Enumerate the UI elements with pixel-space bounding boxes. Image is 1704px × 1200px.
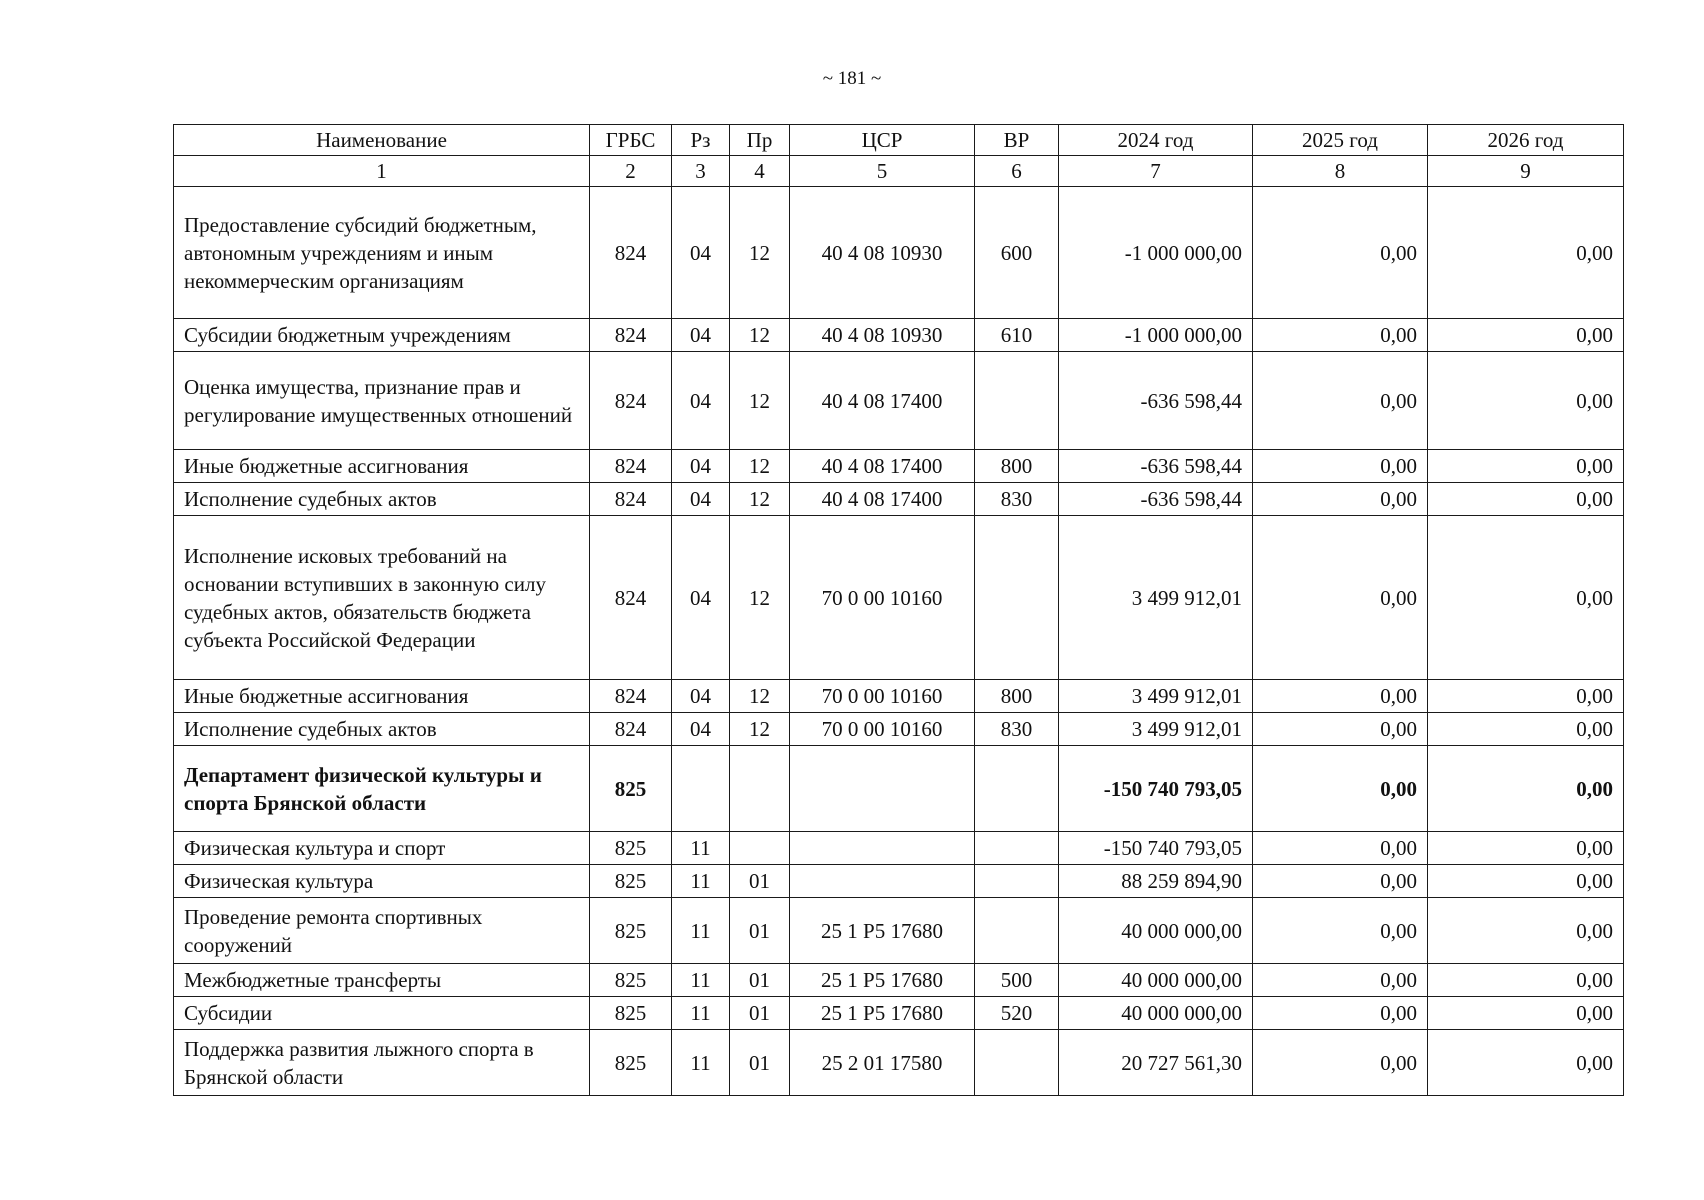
row-vr [975, 352, 1059, 450]
row-2025: 0,00 [1253, 187, 1428, 319]
table-row [174, 680, 1624, 713]
row-2026: 0,00 [1428, 832, 1624, 865]
row-vr: 500 [975, 964, 1059, 997]
row-csr: 25 2 01 17580 [790, 1030, 975, 1096]
row-pr: 01 [730, 865, 790, 898]
row-2025: 0,00 [1253, 450, 1428, 483]
row-pr: 12 [730, 483, 790, 516]
row-2025: 0,00 [1253, 516, 1428, 680]
row-2026: 0,00 [1428, 516, 1624, 680]
row-2026: 0,00 [1428, 865, 1624, 898]
header-pr: Пр [730, 125, 790, 156]
row-grbs: 824 [590, 483, 672, 516]
row-grbs: 825 [590, 997, 672, 1030]
row-grbs: 824 [590, 187, 672, 319]
row-name: Департамент физической культуры и спорта Брянской области [174, 746, 590, 832]
row-rz: 04 [672, 713, 730, 746]
row-pr: 12 [730, 450, 790, 483]
row-vr: 800 [975, 680, 1059, 713]
row-2025: 0,00 [1253, 832, 1428, 865]
row-rz: 11 [672, 1030, 730, 1096]
row-name: Физическая культура [174, 865, 590, 898]
row-vr: 600 [975, 187, 1059, 319]
row-2025: 0,00 [1253, 352, 1428, 450]
row-rz: 04 [672, 319, 730, 352]
row-2024: -1 000 000,00 [1059, 319, 1253, 352]
row-name: Поддержка развития лыжного спорта в Брянской области [174, 1030, 590, 1096]
row-pr: 12 [730, 352, 790, 450]
header-grbs: ГРБС [590, 125, 672, 156]
row-name: Исполнение исковых требований на основании вступивших в законную силу судебных актов, обязательств бюджета субъекта Российской Федерации [174, 516, 590, 680]
row-vr [975, 898, 1059, 964]
row-name: Исполнение судебных актов [174, 713, 590, 746]
row-rz: 11 [672, 898, 730, 964]
row-pr: 01 [730, 898, 790, 964]
row-grbs: 824 [590, 516, 672, 680]
row-vr [975, 865, 1059, 898]
header-2025: 2025 год [1253, 125, 1428, 156]
row-csr [790, 746, 975, 832]
row-pr: 12 [730, 319, 790, 352]
row-name: Предоставление субсидий бюджетным, автономным учреждениям и иным некоммерческим организациям [174, 187, 590, 319]
row-2024: -1 000 000,00 [1059, 187, 1253, 319]
row-vr: 610 [975, 319, 1059, 352]
row-2026: 0,00 [1428, 352, 1624, 450]
table-row-department [174, 746, 1624, 832]
table-row [174, 997, 1624, 1030]
budget-table [173, 124, 1624, 1096]
row-rz: 04 [672, 450, 730, 483]
row-vr [975, 1030, 1059, 1096]
row-csr: 40 4 08 17400 [790, 450, 975, 483]
row-csr: 25 1 Р5 17680 [790, 997, 975, 1030]
row-pr [730, 832, 790, 865]
row-rz: 04 [672, 516, 730, 680]
row-2026: 0,00 [1428, 483, 1624, 516]
row-pr: 12 [730, 516, 790, 680]
row-2026: 0,00 [1428, 997, 1624, 1030]
header-row [174, 125, 1624, 156]
row-2024: 3 499 912,01 [1059, 713, 1253, 746]
header-rz: Рз [672, 125, 730, 156]
header-vr: ВР [975, 125, 1059, 156]
row-2026: 0,00 [1428, 713, 1624, 746]
row-grbs: 824 [590, 680, 672, 713]
row-name: Физическая культура и спорт [174, 832, 590, 865]
row-2025: 0,00 [1253, 319, 1428, 352]
row-vr [975, 516, 1059, 680]
row-csr [790, 832, 975, 865]
row-name: Исполнение судебных актов [174, 483, 590, 516]
row-rz: 04 [672, 187, 730, 319]
row-2024: -636 598,44 [1059, 450, 1253, 483]
row-csr [790, 865, 975, 898]
row-pr [730, 746, 790, 832]
row-2026: 0,00 [1428, 187, 1624, 319]
row-grbs: 825 [590, 832, 672, 865]
row-grbs: 825 [590, 865, 672, 898]
row-rz: 11 [672, 997, 730, 1030]
row-2024: 88 259 894,90 [1059, 865, 1253, 898]
row-pr: 12 [730, 680, 790, 713]
row-2026: 0,00 [1428, 898, 1624, 964]
row-2025: 0,00 [1253, 1030, 1428, 1096]
row-rz: 04 [672, 352, 730, 450]
header-2026: 2026 год [1428, 125, 1624, 156]
row-rz: 04 [672, 483, 730, 516]
row-2024: 3 499 912,01 [1059, 680, 1253, 713]
row-grbs: 825 [590, 964, 672, 997]
row-2024: -636 598,44 [1059, 483, 1253, 516]
row-2025: 0,00 [1253, 746, 1428, 832]
row-vr: 830 [975, 483, 1059, 516]
table-row [174, 450, 1624, 483]
table-row [174, 352, 1624, 450]
row-rz: 04 [672, 680, 730, 713]
row-pr: 01 [730, 997, 790, 1030]
row-grbs: 824 [590, 319, 672, 352]
row-pr: 12 [730, 187, 790, 319]
row-csr: 40 4 08 10930 [790, 319, 975, 352]
row-csr: 40 4 08 17400 [790, 483, 975, 516]
table-row [174, 832, 1624, 865]
column-number: 4 [730, 156, 790, 187]
header-name: Наименование [174, 125, 590, 156]
row-2026: 0,00 [1428, 746, 1624, 832]
row-2026: 0,00 [1428, 319, 1624, 352]
row-csr: 70 0 00 10160 [790, 680, 975, 713]
row-csr: 40 4 08 10930 [790, 187, 975, 319]
row-rz: 11 [672, 832, 730, 865]
row-2025: 0,00 [1253, 997, 1428, 1030]
row-name: Иные бюджетные ассигнования [174, 680, 590, 713]
row-2026: 0,00 [1428, 1030, 1624, 1096]
row-2026: 0,00 [1428, 680, 1624, 713]
table-row [174, 898, 1624, 964]
table-row [174, 516, 1624, 680]
table-row [174, 319, 1624, 352]
row-csr: 25 1 Р5 17680 [790, 898, 975, 964]
table-row [174, 483, 1624, 516]
row-csr: 40 4 08 17400 [790, 352, 975, 450]
row-2025: 0,00 [1253, 483, 1428, 516]
row-2025: 0,00 [1253, 898, 1428, 964]
row-2025: 0,00 [1253, 964, 1428, 997]
column-number-row [174, 156, 1624, 187]
page-number: ~ 181 ~ [822, 68, 882, 89]
row-rz: 11 [672, 964, 730, 997]
row-2024: -636 598,44 [1059, 352, 1253, 450]
row-2025: 0,00 [1253, 680, 1428, 713]
row-2024: 3 499 912,01 [1059, 516, 1253, 680]
table-row [174, 187, 1624, 319]
row-vr [975, 832, 1059, 865]
column-number: 5 [790, 156, 975, 187]
row-2026: 0,00 [1428, 450, 1624, 483]
table-row [174, 865, 1624, 898]
row-2024: -150 740 793,05 [1059, 832, 1253, 865]
row-vr: 800 [975, 450, 1059, 483]
row-name: Проведение ремонта спортивных сооружений [174, 898, 590, 964]
column-number: 3 [672, 156, 730, 187]
column-number: 8 [1253, 156, 1428, 187]
row-name: Иные бюджетные ассигнования [174, 450, 590, 483]
row-2026: 0,00 [1428, 964, 1624, 997]
column-number: 7 [1059, 156, 1253, 187]
row-2025: 0,00 [1253, 713, 1428, 746]
header-csr: ЦСР [790, 125, 975, 156]
row-pr: 12 [730, 713, 790, 746]
row-rz: 11 [672, 865, 730, 898]
row-name: Субсидии [174, 997, 590, 1030]
row-name: Межбюджетные трансферты [174, 964, 590, 997]
table-row [174, 713, 1624, 746]
row-pr: 01 [730, 964, 790, 997]
table-row [174, 964, 1624, 997]
column-number: 6 [975, 156, 1059, 187]
column-number: 2 [590, 156, 672, 187]
row-2024: 20 727 561,30 [1059, 1030, 1253, 1096]
row-name: Оценка имущества, признание прав и регулирование имущественных отношений [174, 352, 590, 450]
row-grbs: 824 [590, 352, 672, 450]
table-row [174, 1030, 1624, 1096]
row-2024: 40 000 000,00 [1059, 997, 1253, 1030]
row-csr: 25 1 Р5 17680 [790, 964, 975, 997]
row-grbs: 824 [590, 713, 672, 746]
row-2024: -150 740 793,05 [1059, 746, 1253, 832]
row-grbs: 825 [590, 898, 672, 964]
row-vr: 830 [975, 713, 1059, 746]
row-rz [672, 746, 730, 832]
row-2024: 40 000 000,00 [1059, 898, 1253, 964]
row-2024: 40 000 000,00 [1059, 964, 1253, 997]
header-2024: 2024 год [1059, 125, 1253, 156]
row-vr [975, 746, 1059, 832]
row-grbs: 825 [590, 746, 672, 832]
column-number: 9 [1428, 156, 1624, 187]
row-grbs: 824 [590, 450, 672, 483]
row-2025: 0,00 [1253, 865, 1428, 898]
row-vr: 520 [975, 997, 1059, 1030]
row-name: Субсидии бюджетным учреждениям [174, 319, 590, 352]
row-csr: 70 0 00 10160 [790, 516, 975, 680]
column-number: 1 [174, 156, 590, 187]
row-pr: 01 [730, 1030, 790, 1096]
row-csr: 70 0 00 10160 [790, 713, 975, 746]
row-grbs: 825 [590, 1030, 672, 1096]
